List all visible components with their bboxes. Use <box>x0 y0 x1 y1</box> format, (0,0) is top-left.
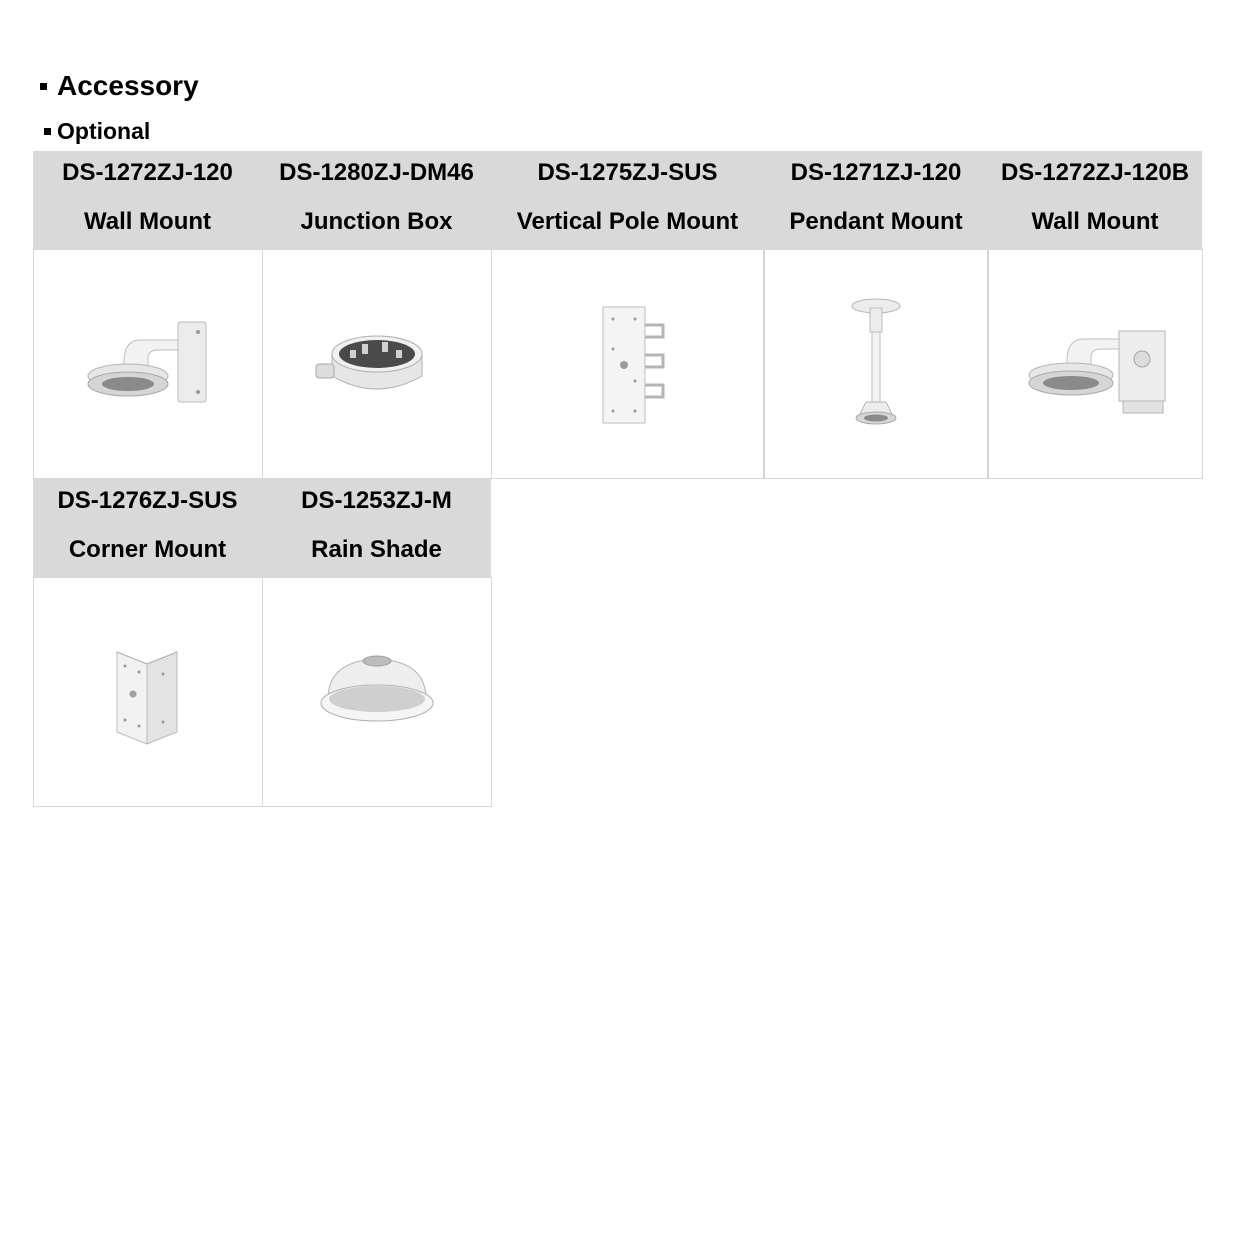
product-code: DS-1271ZJ-120 <box>790 159 962 186</box>
product-code: DS-1272ZJ-120B <box>1000 159 1190 186</box>
section-title-text: Accessory <box>57 70 199 101</box>
product-image-cell <box>764 249 988 479</box>
product-header <box>988 151 1202 249</box>
product-image-cell <box>262 249 492 479</box>
product-header <box>262 479 491 577</box>
product-name: Vertical Pole Mount <box>516 208 739 235</box>
pendant-mount-icon <box>841 294 911 434</box>
product-header <box>33 479 262 577</box>
product-image-cell <box>33 577 263 807</box>
junction-box-icon <box>312 324 442 404</box>
section-title <box>40 66 199 106</box>
product-image-cell <box>262 577 492 807</box>
bullet-icon <box>40 83 47 90</box>
product-image-cell <box>33 249 263 479</box>
product-name: Pendant Mount <box>789 208 963 235</box>
rain-shade-icon <box>312 647 442 737</box>
section-subtitle <box>44 116 150 146</box>
product-header <box>491 151 764 249</box>
product-header <box>262 151 491 249</box>
product-header <box>764 151 988 249</box>
bullet-icon <box>44 128 51 135</box>
product-name: Junction Box <box>300 208 453 235</box>
product-image-cell <box>988 249 1203 479</box>
vertical-pole-mount-icon <box>583 299 673 429</box>
product-code: DS-1253ZJ-M <box>301 487 452 514</box>
wall-mount-box-icon <box>1021 309 1171 419</box>
product-code: DS-1275ZJ-SUS <box>537 159 718 186</box>
product-name: Corner Mount <box>68 536 227 563</box>
section-subtitle-text: Optional <box>57 117 151 144</box>
corner-mount-icon <box>103 632 193 752</box>
product-name: Wall Mount <box>83 208 212 235</box>
wall-mount-icon <box>78 314 218 414</box>
product-name: Rain Shade <box>311 536 442 563</box>
product-code: DS-1276ZJ-SUS <box>57 487 238 514</box>
product-code: DS-1280ZJ-DM46 <box>279 159 474 186</box>
product-header <box>33 151 262 249</box>
product-image-cell <box>491 249 764 479</box>
product-name: Wall Mount <box>1031 208 1159 235</box>
product-code: DS-1272ZJ-120 <box>62 159 233 186</box>
